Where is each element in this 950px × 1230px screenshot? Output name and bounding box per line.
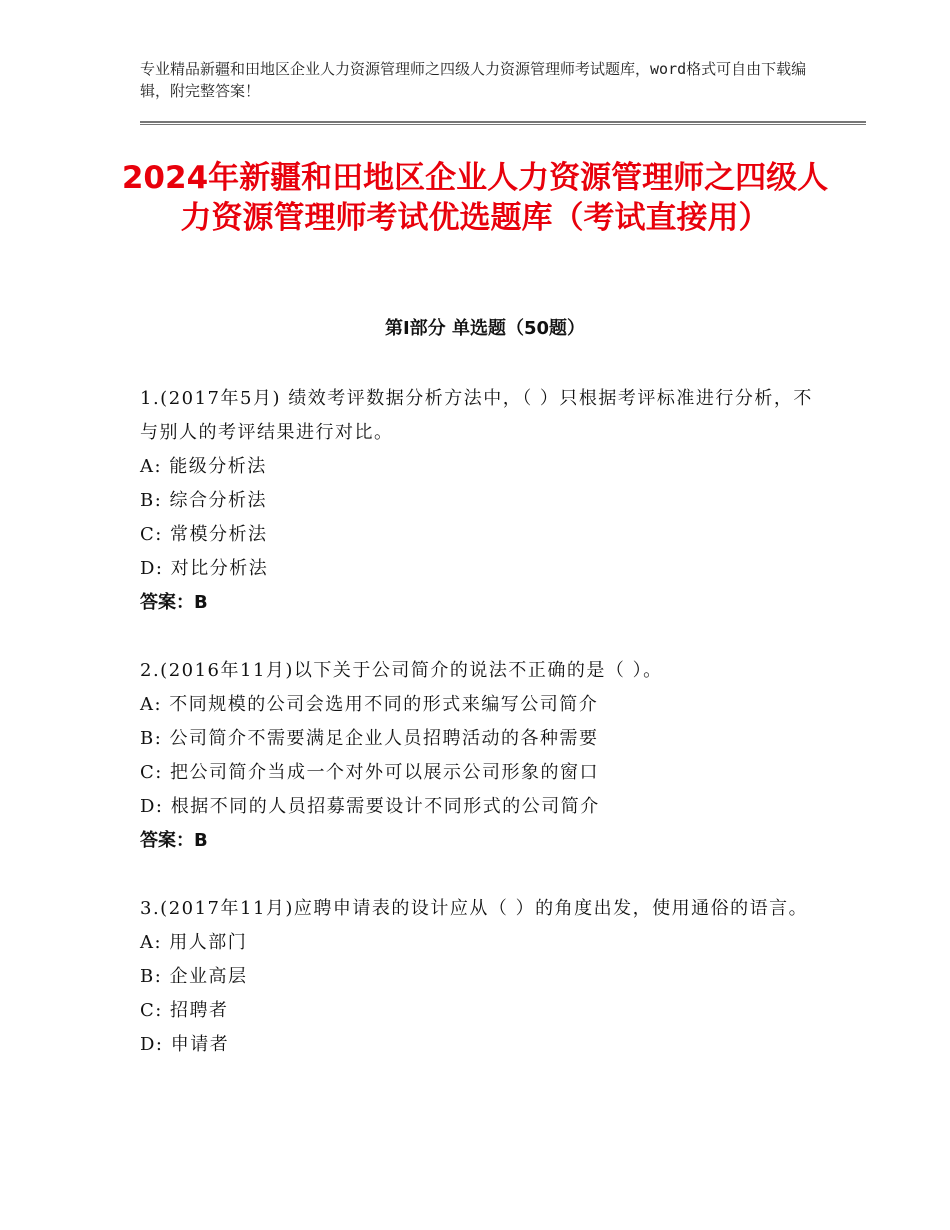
option-c: C: 招聘者 bbox=[140, 1000, 229, 1021]
header-divider bbox=[140, 121, 866, 125]
answer: 答案：B bbox=[140, 592, 208, 613]
option-c: C: 常模分析法 bbox=[140, 524, 268, 545]
question-stem: 1.(2017年5月) 绩效考评数据分析方法中，（ ）只根据考评标准进行分析，不与别人的考评结果进行对比。 bbox=[140, 388, 813, 443]
section-title: 第Ⅰ部分 单选题（50题） bbox=[384, 318, 585, 339]
option-b: B: 综合分析法 bbox=[140, 490, 268, 511]
option-d: D: 申请者 bbox=[140, 1034, 230, 1055]
option-a: A: 用人部门 bbox=[140, 932, 248, 953]
question-stem: 2.(2016年11月)以下关于公司简介的说法不正确的是（ ）。 bbox=[140, 660, 663, 681]
question-2 bbox=[140, 654, 820, 858]
answer: 答案：B bbox=[140, 830, 208, 851]
option-b: B: 企业高层 bbox=[140, 966, 248, 987]
question-1 bbox=[140, 382, 820, 620]
question-3 bbox=[140, 892, 820, 1062]
header-note: 专业精品新疆和田地区企业人力资源管理师之四级人力资源管理师考试题库，word格式可自由下载编辑，附完整答案！ bbox=[140, 60, 807, 100]
option-d: D: 根据不同的人员招募需要设计不同形式的公司简介 bbox=[140, 796, 600, 817]
option-a: A: 能级分析法 bbox=[140, 456, 267, 477]
document-title: 2024年新疆和田地区企业人力资源管理师之四级人力资源管理师考试优选题库（考试直接用） bbox=[121, 160, 829, 236]
option-c: C: 把公司简介当成一个对外可以展示公司形象的窗口 bbox=[140, 762, 600, 783]
option-a: A: 不同规模的公司会选用不同的形式来编写公司简介 bbox=[140, 694, 599, 715]
option-d: D: 对比分析法 bbox=[140, 558, 269, 579]
question-stem: 3.(2017年11月)应聘申请表的设计应从（ ）的角度出发，使用通俗的语言。 bbox=[140, 898, 809, 919]
question-list bbox=[140, 382, 820, 1096]
option-b: B: 公司简介不需要满足企业人员招聘活动的各种需要 bbox=[140, 728, 599, 749]
